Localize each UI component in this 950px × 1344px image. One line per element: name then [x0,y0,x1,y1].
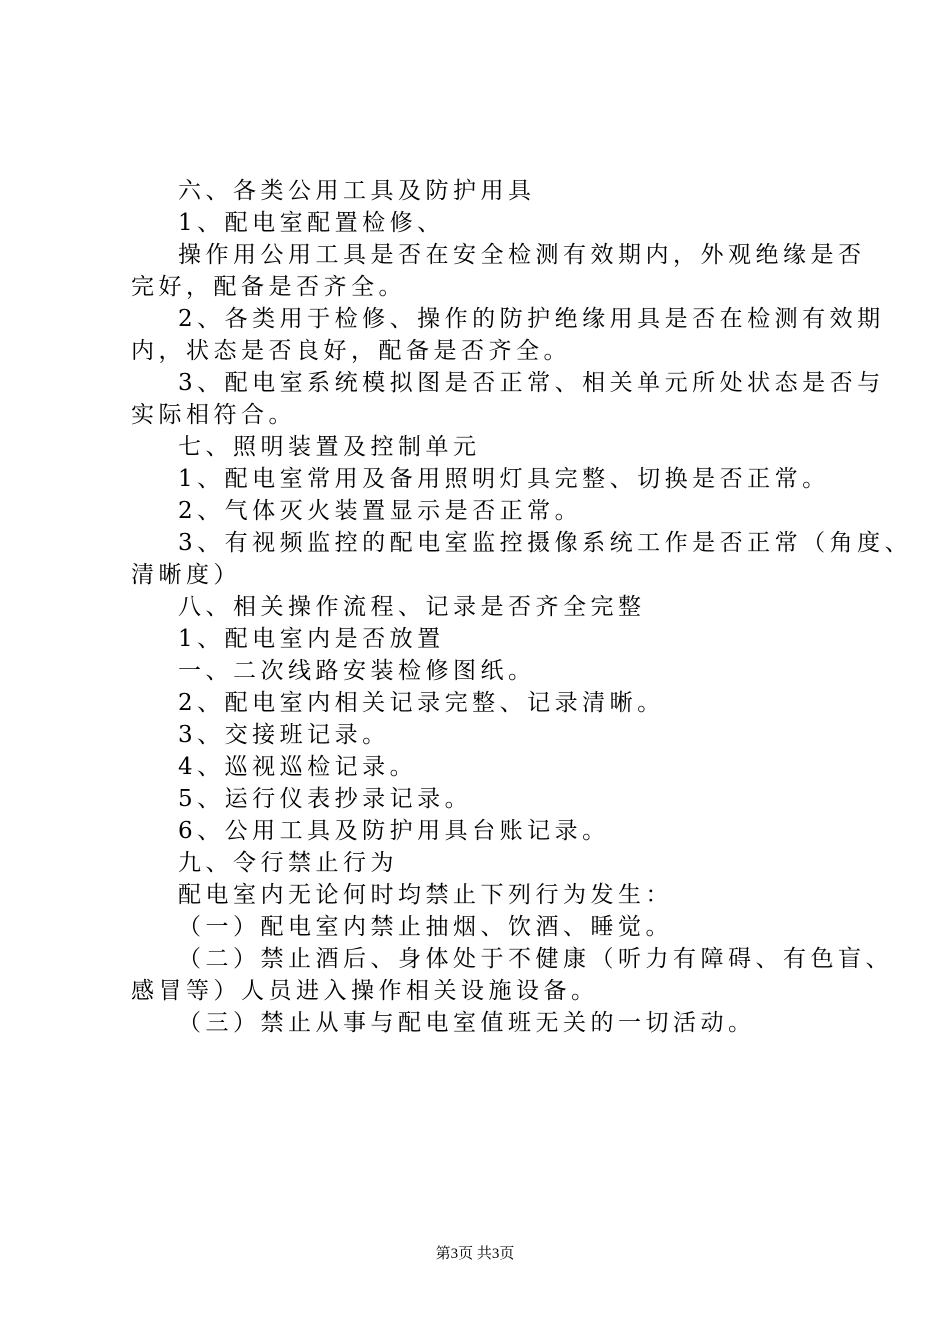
paragraph-line: 2、各类用于检修、操作的防护绝缘用具是否在检测有效期 [178,306,885,332]
paragraph-line: （一）配电室内禁止抽烟、饮酒、睡觉。 [178,914,673,940]
paragraph-line: 1、配电室配置检修、 [178,210,445,236]
paragraph-line: 3、有视频监控的配电室监控摄像系统工作是否正常（角度、 [178,530,913,556]
paragraph-line: 1、配电室常用及备用照明灯具完整、切换是否正常。 [178,466,830,492]
paragraph-line: （二）禁止酒后、身体处于不健康（听力有障碍、有色盲、 [178,946,893,972]
paragraph-line: 2、配电室内相关记录完整、记录清晰。 [178,690,665,716]
section-heading-7: 七、照明装置及控制单元 [178,434,481,460]
paragraph-line: 3、交接班记录。 [178,722,390,748]
page-number-footer: 第3页 共3页 [435,1246,515,1262]
section-heading-6: 六、各类公用工具及防护用具 [178,178,536,204]
paragraph-line: 清晰度） [131,562,241,588]
paragraph-line: 完好，配备是否齐全。 [131,274,406,300]
paragraph-line: 配电室内无论何时均禁止下列行为发生： [178,882,673,908]
paragraph-line: 5、运行仪表抄录记录。 [178,786,473,812]
paragraph-line: 2、气体灭火装置显示是否正常。 [178,498,583,524]
paragraph-line: 实际相符合。 [131,402,296,428]
paragraph-line: 操作用公用工具是否在安全检测有效期内，外观绝缘是否 [178,242,866,268]
paragraph-line: （三）禁止从事与配电室值班无关的一切活动。 [178,1010,756,1036]
paragraph-line: 4、巡视巡检记录。 [178,754,418,780]
paragraph-line: 内，状态是否良好，配备是否齐全。 [131,338,571,364]
section-heading-8: 八、相关操作流程、记录是否齐全完整 [178,594,646,620]
section-heading-9: 九、令行禁止行为 [178,850,398,876]
paragraph-line: 1、配电室内是否放置 [178,626,445,652]
paragraph-line: 6、公用工具及防护用具台账记录。 [178,818,610,844]
paragraph-line: 3、配电室系统模拟图是否正常、相关单元所处状态是否与 [178,370,885,396]
paragraph-line: 感冒等）人员进入操作相关设施设备。 [131,978,599,1004]
paragraph-line: 一、二次线路安装检修图纸。 [178,658,536,684]
